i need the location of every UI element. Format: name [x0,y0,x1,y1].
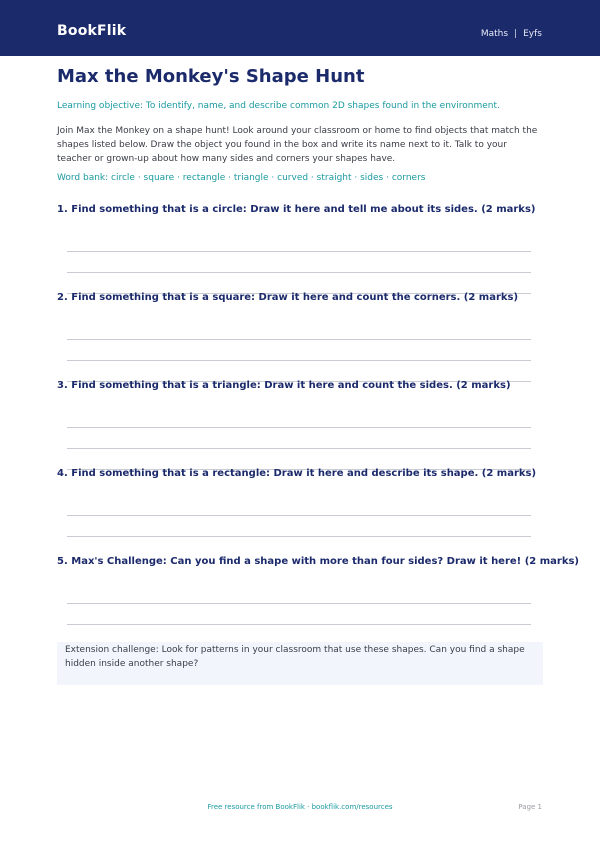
question-text: 1. Find something that is a circle: Draw it here and tell me about its sides. (2 marks) [57,204,536,215]
question-2 [57,292,543,303]
question-1 [57,204,543,215]
footer-source[interactable]: Free resource from BookFlik · bookflik.com/resources [207,803,393,811]
question-text: 4. Find something that is a rectangle: Draw it here and describe its shape. (2 marks) [57,468,537,479]
learning-objective: Learning objective: To identify, name, and describe common 2D shapes found in the environment. [57,101,500,111]
header-bar [0,0,600,56]
answer-line[interactable] [67,360,531,361]
question-text: 5. Max's Challenge: Can you find a shape with more than four sides? Draw it here! (2 marks) [57,556,580,567]
intro-paragraph: Join Max the Monkey on a shape hunt! Look around your classroom or home to find objects that match the shapes listed below. Draw the object you found in the box and write its name next to it. Talk to your teacher or grown-up about how many sides and corners your shapes have. [57,126,538,164]
question-text: 2. Find something that is a square: Draw it here and count the corners. (2 marks) [57,292,519,303]
brand-logo[interactable]: BookFlik [57,23,127,39]
header-meta [481,29,542,39]
extension-challenge-text: Extension challenge: Look for patterns in your classroom that use these shapes. Can you find a shape hidden inside another shape? [65,645,525,669]
page-title: Max the Monkey's Shape Hunt [57,66,365,87]
level-label: Eyfs [523,29,542,39]
answer-line[interactable] [67,448,531,449]
answer-line[interactable] [67,272,531,273]
question-text: 3. Find something that is a triangle: Draw it here and count the sides. (2 marks) [57,380,511,391]
subject-label: Maths [480,29,509,39]
answer-line[interactable] [67,427,531,428]
answer-line[interactable] [67,624,531,625]
extension-challenge-box [57,642,543,685]
answer-line[interactable] [67,251,531,252]
question-3 [57,380,543,391]
answer-line[interactable] [67,536,531,537]
question-5 [57,556,580,567]
page-number: Page 1 [518,803,542,811]
answer-line[interactable] [67,515,531,516]
word-bank: Word bank: circle · square · rectangle · triangle · curved · straight · sides · corners [57,173,426,183]
answer-line[interactable] [67,339,531,340]
answer-line[interactable] [67,603,531,604]
question-4 [57,468,543,479]
meta-separator: | [514,29,518,39]
